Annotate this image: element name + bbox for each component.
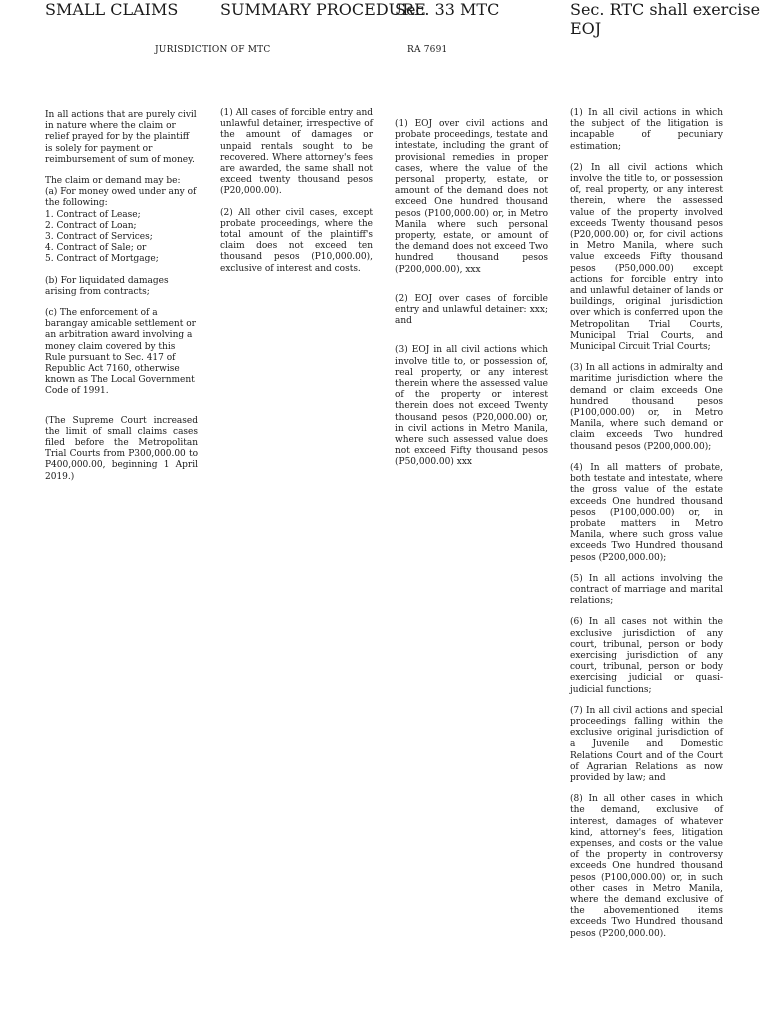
list-item: 5. Contract of Mortgage;: [45, 254, 159, 265]
rtc-item-3: (3) In all actions in admiralty and maritime jurisdiction where the demand or claim exceeds One hundred thousand pesos (P100,000.00) or, in Metro Manila, where such demand or claim exceeds Two hundred thousand pesos (P200,000.00);: [570, 363, 723, 452]
summary-procedure-heading: SUMMARY PROCEDURE: [220, 0, 426, 19]
summary-procedure-item-1: (1) All cases of forcible entry and unlawful detainer, irrespective of the amount of damages or unpaid rentals sought to be recovered. Where attorney's fees are awarded, the same shall not exceed twenty thousand pesos (P20,000.00).: [220, 108, 373, 197]
small-claims-intro: In all actions that are purely civil in nature where the claim or relief prayed for by the plaintiff is solely for payment or reimbursement of sum of money.: [45, 110, 197, 165]
rtc-item-7: (7) In all civil actions and special proceedings falling within the exclusive original jurisdiction of a Juvenile and Domestic Relations Court and of the Court of Agrarian Relations as now provided by law; and: [570, 705, 723, 783]
sec33-item-3: (3) EOJ in all civil actions which involve title to, or possession of, real property, or any interest therein where the assessed value of the property or interest therein does not exceed Twenty thousand pesos (P20,000.00) or, in civil actions in Metro Manila, where such assessed value does not exceed Fifty thousand pesos (P50,000.00) xxx: [395, 345, 548, 468]
supreme-court-note: (The Supreme Court increased the limit of small claims cases filed before the Metropolitan Trial Courts from P300,000.00 to P400,000.00, beginning 1 April 2019.): [45, 415, 198, 482]
summary-procedure-item-2: (2) All other civil cases, except probate proceedings, where the total amount of the plaintiff's claim does not exceed ten thousand pesos (P10,000.00), exclusive of interest and costs.: [220, 207, 373, 274]
small-claims-heading: SMALL CLAIMS: [45, 0, 179, 19]
liquidated-damages-item: (b) For liquidated damages arising from contracts;: [45, 275, 169, 297]
document-title: JURISDICTION OF MTC: [155, 45, 271, 55]
rtc-item-5: (5) In all actions involving the contract of marriage and marital relations;: [570, 573, 723, 607]
sec33-item-2: (2) EOJ over cases of forcible entry and unlawful detainer: xxx; and: [395, 293, 548, 327]
list-item: 4. Contract of Sale; or: [45, 243, 147, 254]
claim-list: [45, 176, 198, 266]
rtc-item-4: (4) In all matters of probate, both testate and intestate, where the gross value of the estate exceeds One hundred thousand pesos (P100,000.00) or, in probate matters in Metro Manila, where such gross value exceeds Two Hundred thousand pesos (P200,000.00);: [570, 462, 723, 563]
sec33-mtc-heading: Sec. 33 MTC: [395, 0, 500, 19]
list-item: 3. Contract of Services;: [45, 232, 153, 243]
rtc-item-1: (1) In all civil actions in which the subject of the litigation is incapable of pecuniary estimation;: [570, 108, 723, 152]
rtc-item-2: (2) In all civil actions which involve the title to, or possession of, real property, or any interest therein, where the assessed value of the property involved exceeds Twenty thousand pesos (P20,000.00) or, for civil actions in Metro Manila, where such value exceeds Fifty thousand pesos (P50,000.00) except actions for forcible entry into and unlawful detainer of lands or buildings, original jurisdiction over which is conferred upon the Metropolitan Trial Courts, Municipal Trial Courts, and Municipal Circuit Trial Courts;: [570, 162, 723, 353]
list-item: (a) For money owed under any of the following:: [45, 187, 197, 209]
republic-act-label: RA 7691: [407, 45, 448, 55]
rtc-item-8: (8) In all other cases in which the demand, exclusive of interest, damages of whatever kind, attorney's fees, litigation expenses, and costs or the value of the property in controversy exceeds One hundred thousand pesos (P100,000.00) or, in such other cases in Metro Manila, where the demand exclusive of the abovementioned items exceeds Two Hundred thousand pesos (P200,000.00).: [570, 794, 723, 939]
rtc-eoj-heading: Sec. RTC shall exercise EOJ: [570, 0, 761, 38]
list-item: 2. Contract of Loan;: [45, 220, 137, 231]
list-item: The claim or demand may be:: [45, 176, 181, 187]
list-item: 1. Contract of Lease;: [45, 209, 141, 220]
barangay-settlement-item: (c) The enforcement of a barangay amicable settlement or an arbitration award involving a money claim covered by this Rule pursuant to Sec. 417 of Republic Act 7160, otherwise known as The Local Government Code of 1991.: [45, 308, 196, 397]
sec33-item-1: (1) EOJ over civil actions and probate proceedings, testate and intestate, including the grant of provisional remedies in proper cases, where the value of the personal property, estate, or amount of the demand does not exceed One hundred thousand pesos (P100,000.00) or, in Metro Manila where such personal property, estate, or amount of the demand does not exceed Two hundred thousand pesos (P200,000.00), xxx: [395, 119, 548, 275]
rtc-item-6: (6) In all cases not within the exclusive jurisdiction of any court, tribunal, person or body exercising jurisdiction of any court, tribunal, person or body exercising judicial or quasi-judicial functions;: [570, 617, 723, 695]
